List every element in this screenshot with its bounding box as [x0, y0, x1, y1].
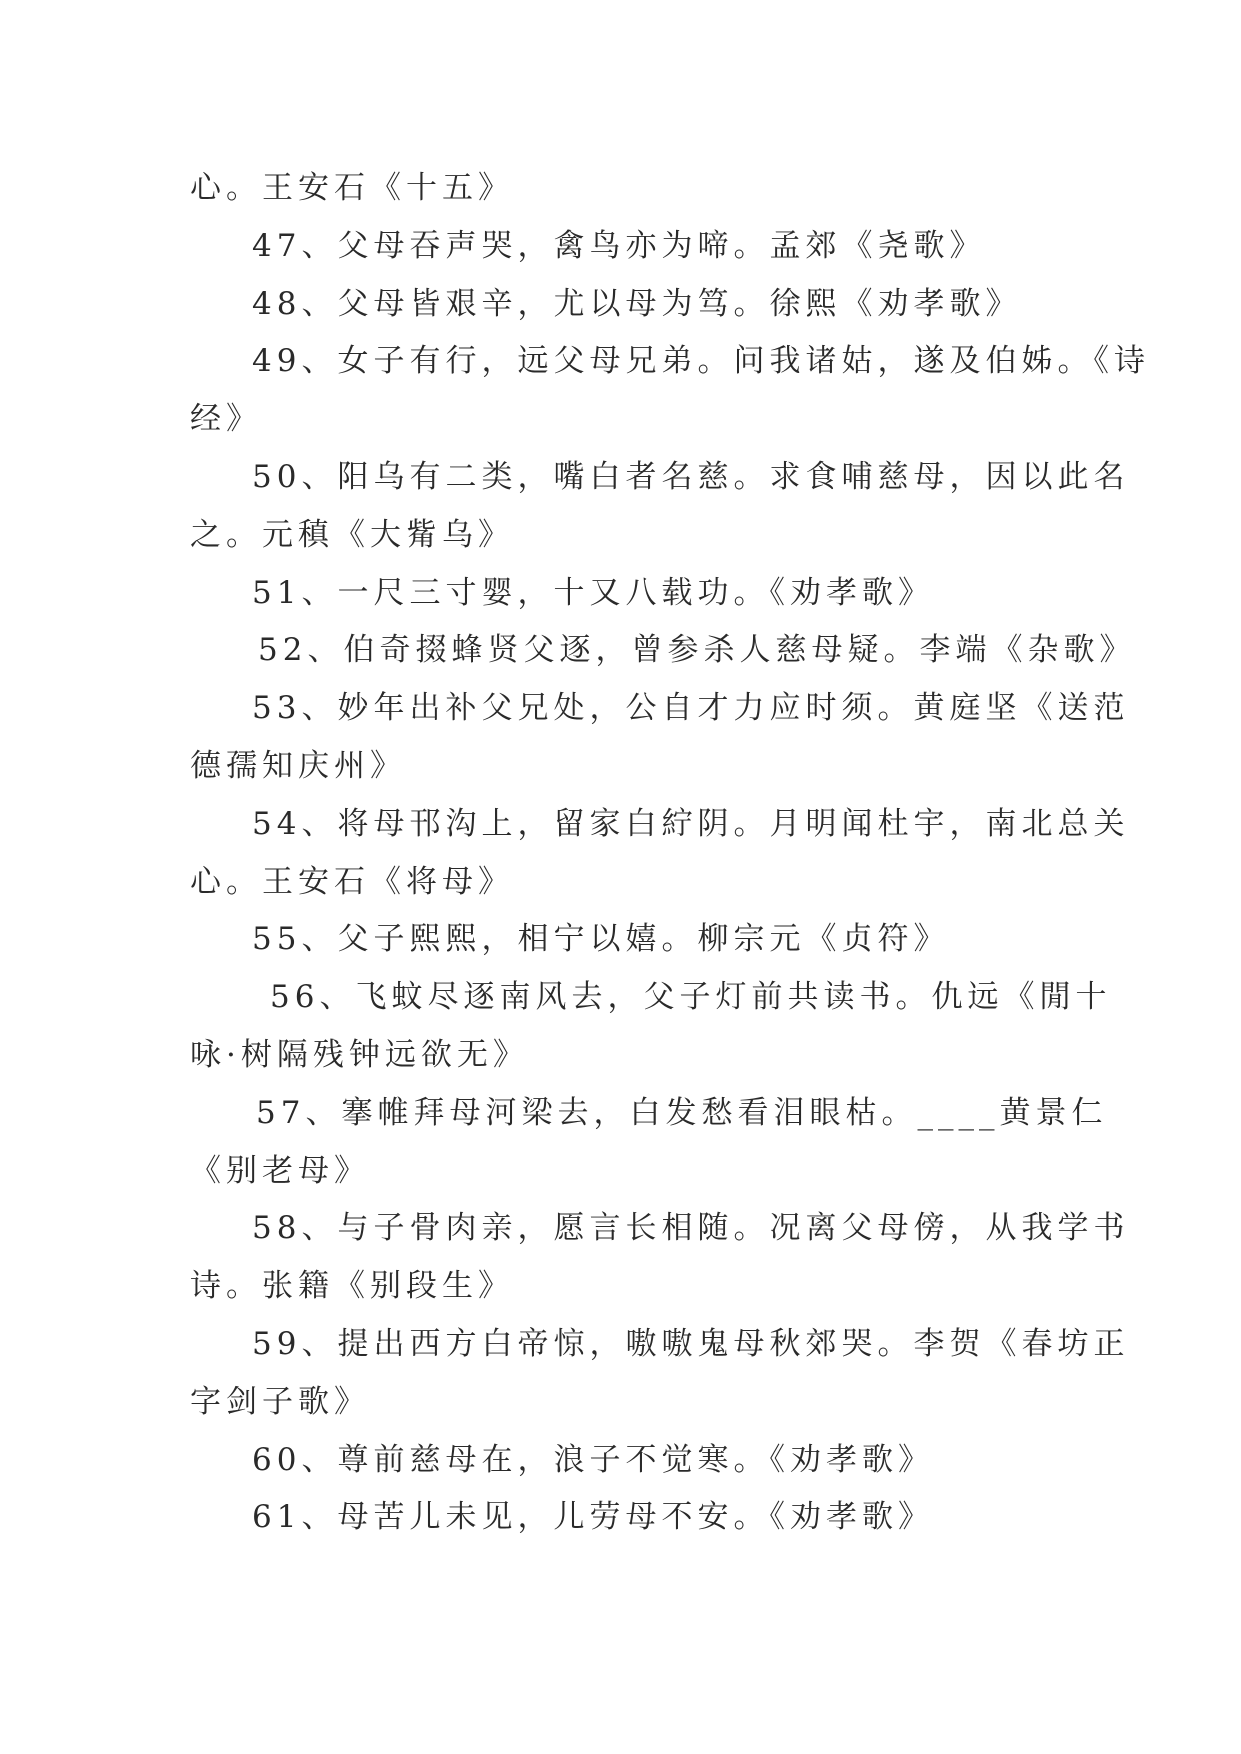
text-line: 52、伯奇掇蜂贤父逐，曾参杀人慈母疑。李端《杂歌》 — [258, 632, 1136, 669]
text-line: 57、搴帷拜母河梁去，白发愁看泪眼枯。____黄景仁 — [256, 1094, 1108, 1131]
text-line: 德孺知庆州》 — [190, 747, 406, 784]
text-line: 字剑子歌》 — [190, 1383, 370, 1420]
text-line: 48、父母皆艰辛，尤以母为笃。徐熙《劝孝歌》 — [252, 285, 1022, 322]
text-line: 56、飞蚊尽逐南风去，父子灯前共读书。仇远《閒十 — [270, 979, 1112, 1016]
poem-list — [190, 160, 1150, 1547]
text-line: 60、尊前慈母在，浪子不觉寒。《劝孝歌》 — [252, 1441, 934, 1478]
text-line: 心。王安石《将母》 — [190, 863, 514, 900]
text-line: 50、阳乌有二类，嘴白者名慈。求食哺慈母，因以此名 — [252, 458, 1130, 495]
text-line: 咏·树隔残钟远欲无》 — [190, 1036, 529, 1073]
text-line: 经》 — [190, 401, 262, 438]
text-line: 诗。张籍《别段生》 — [190, 1268, 514, 1305]
text-line: 58、与子骨肉亲，愿言长相随。况离父母傍，从我学书 — [252, 1210, 1130, 1247]
text-line: 55、父子熙熙，相宁以嬉。柳宗元《贞符》 — [252, 921, 950, 958]
text-line: 59、提出西方白帝惊，嗷嗷鬼母秋郊哭。李贺《春坊正 — [252, 1325, 1130, 1362]
text-line: 53、妙年出补父兄处，公自才力应时须。黄庭坚《送范 — [252, 690, 1130, 727]
text-line: 《别老母》 — [190, 1152, 370, 1189]
text-line: 心。王安石《十五》 — [190, 170, 514, 206]
text-line: 61、母苦儿未见，儿劳母不安。《劝孝歌》 — [252, 1499, 934, 1536]
text-line: 之。元稹《大觜乌》 — [190, 516, 514, 553]
text-line: 54、将母邗沟上，留家白紵阴。月明闻杜宇，南北总关 — [252, 805, 1130, 842]
text-line: 47、父母吞声哭，禽鸟亦为啼。孟郊《尧歌》 — [252, 227, 986, 264]
text-line: 49、女子有行，远父母兄弟。问我诸姑，遂及伯姊。《诗 — [252, 343, 1150, 380]
text-line: 51、一尺三寸婴，十又八载功。《劝孝歌》 — [252, 574, 934, 611]
